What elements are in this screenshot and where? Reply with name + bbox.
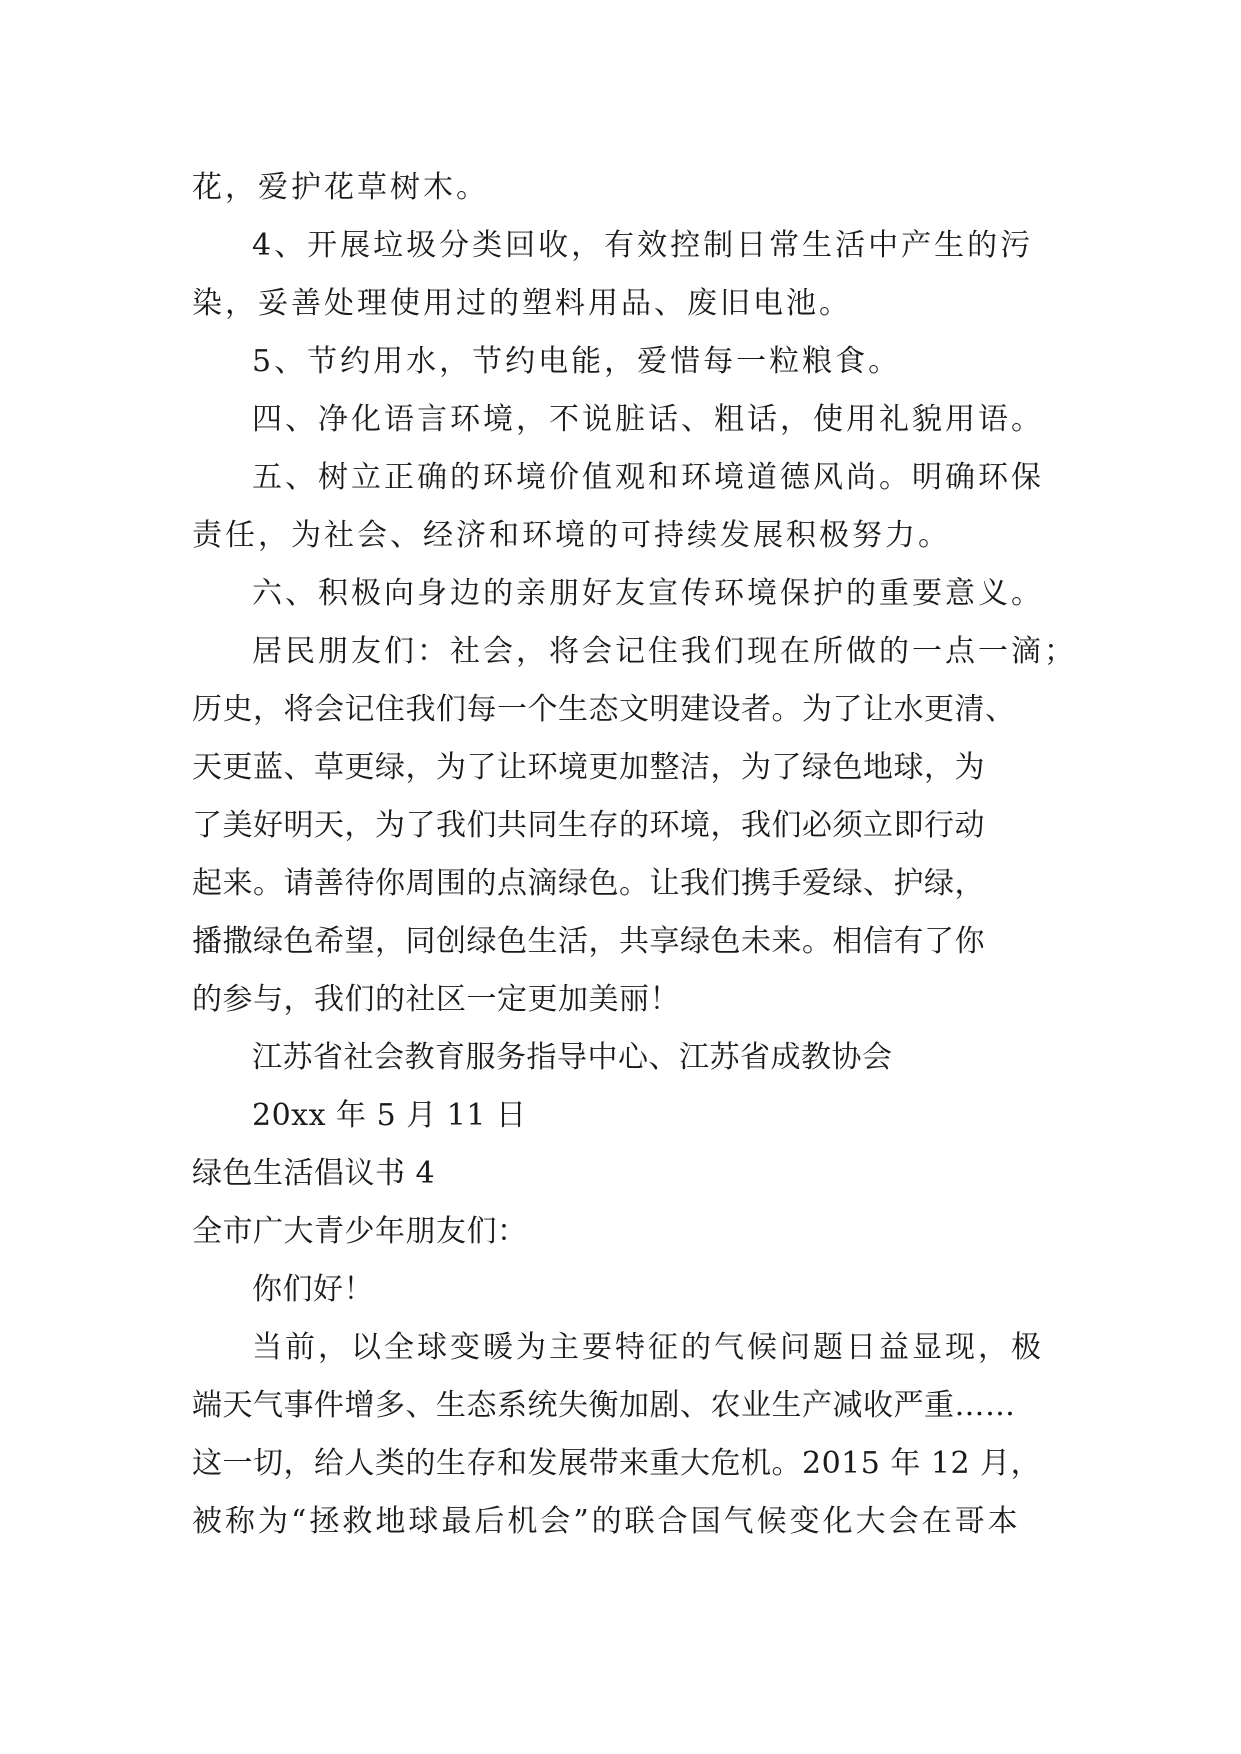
paragraph-line: 了美好明天，为了我们共同生存的环境，我们必须立即行动 <box>192 808 985 843</box>
paragraph-line: 天更蓝、草更绿，为了让环境更加整洁，为了绿色地球，为 <box>192 750 985 785</box>
paragraph-line: 这一切，给人类的生存和发展带来重大危机。2015 年 12 月， <box>192 1446 1042 1481</box>
paragraph-line: 历史，将会记住我们每一个生态文明建设者。为了让水更清、 <box>192 692 1016 727</box>
paragraph-line: 四、净化语言环境，不说脏话、粗话，使用礼貌用语。 <box>252 402 1044 437</box>
paragraph-line: 4、开展垃圾分类回收，有效控制日常生活中产生的污 <box>252 228 1034 263</box>
paragraph-line: 染，妥善处理使用过的塑料用品、废旧电池。 <box>192 286 852 321</box>
paragraph-line: 播撒绿色希望，同创绿色生活，共享绿色未来。相信有了你 <box>192 924 985 959</box>
paragraph-line: 六、积极向身边的亲朋好友宣传环境保护的重要意义。 <box>252 576 1044 611</box>
signature-organization: 江苏省社会教育服务指导中心、江苏省成教协会 <box>252 1040 893 1075</box>
paragraph-line: 居民朋友们：社会，将会记住我们现在所做的一点一滴； <box>252 634 1077 669</box>
paragraph-line: 的参与，我们的社区一定更加美丽！ <box>192 982 680 1017</box>
paragraph-line: 起来。请善待你周围的点滴绿色。让我们携手爱绿、护绿， <box>192 866 985 901</box>
salutation: 全市广大青少年朋友们： <box>192 1214 528 1249</box>
paragraph-line: 端天气事件增多、生态系统失衡加剧、农业生产减收严重…… <box>192 1388 1016 1423</box>
signature-date: 20xx 年 5 月 11 日 <box>252 1098 527 1133</box>
paragraph-line: 花，爱护花草树木。 <box>192 170 489 205</box>
section-title: 绿色生活倡议书 4 <box>192 1156 436 1191</box>
greeting: 你们好！ <box>252 1272 374 1307</box>
paragraph-line: 责任，为社会、经济和环境的可持续发展积极努力。 <box>192 518 951 553</box>
paragraph-line: 当前，以全球变暖为主要特征的气候问题日益显现，极 <box>252 1330 1044 1365</box>
paragraph-line: 5、节约用水，节约电能，爱惜每一粒粮食。 <box>252 344 902 379</box>
paragraph-line: 五、树立正确的环境价值观和环境道德风尚。明确环保 <box>252 460 1044 495</box>
paragraph-line: 被称为“拯救地球最后机会”的联合国气候变化大会在哥本 <box>192 1504 1021 1539</box>
